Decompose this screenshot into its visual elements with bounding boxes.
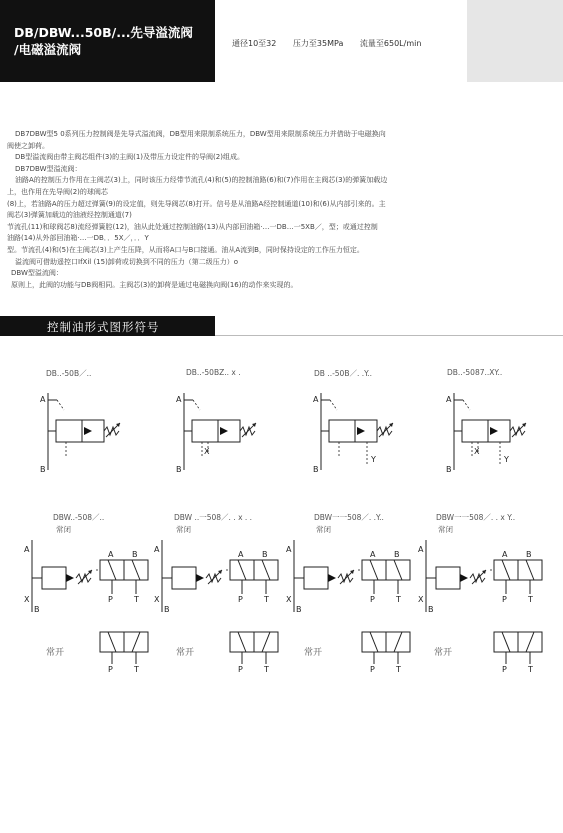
paragraph: 型。节流孔(4)和(5)在主阀芯(3)上产生压降，从而将A口与B口接通。油从A流到B，同时保持设定的工作压力恒定。 [7, 245, 364, 254]
flow-path-line [370, 560, 378, 580]
mode-label-closed: 常闭 [176, 525, 191, 534]
pilot-line [193, 400, 200, 410]
port-a-label: A [176, 395, 182, 404]
paragraph: 油路A的控制压力作用在主阀芯(3)上，同时该压力经带节流孔(4)和(5)的控制油路(6)和(7)作用在主阀芯(3)的弹簧加载边 [15, 176, 388, 185]
symbol-caption-db: DB..-50B／.. [46, 369, 92, 378]
port-x-label: X [154, 595, 160, 604]
flow-path-line [526, 632, 534, 652]
spec-pressure: 压力至35MPa [292, 39, 344, 48]
pilot-line [57, 400, 64, 410]
port-a-label: A [502, 550, 508, 559]
port-t-label: T [134, 595, 139, 604]
paragraph: (8)上，若油路A的压力超过弹簧(9)的设定值，则先导阀芯(8)打开。信号是从油路A经控制通道(10)和(6)从内部引来的。主 [7, 199, 386, 208]
flow-path-line [502, 560, 510, 580]
paragraph: 阀使之卸荷。 [7, 141, 49, 150]
flow-path-line [108, 632, 116, 652]
flow-path-line [394, 560, 402, 580]
port-b-label: B [394, 550, 400, 559]
port-a-label: A [370, 550, 376, 559]
port-a-label: A [108, 550, 114, 559]
pilot-line [463, 400, 470, 410]
port-a-label: A [418, 545, 424, 554]
port-y-label: Y [504, 455, 509, 464]
symbol-caption-dbx: DB..-50BZ.. x . [186, 368, 241, 377]
paragraph: 阀芯(3)弹簧加载边的油液经控制通道(7) [7, 211, 132, 220]
port-p-label: P [370, 595, 375, 604]
flow-arrow-icon [84, 427, 92, 435]
flow-arrow-icon [328, 574, 336, 582]
port-b-label: B [526, 550, 532, 559]
port-a-label: A [154, 545, 160, 554]
port-p-label: P [502, 665, 507, 674]
port-p-label: P [108, 665, 113, 674]
flow-arrow-icon [490, 427, 498, 435]
port-p-label: P [502, 595, 507, 604]
port-p-label: P [108, 595, 113, 604]
port-a-label: A [40, 395, 46, 404]
port-t-label: T [134, 665, 139, 674]
symbol-caption-dbwxy: DBW一一508／. . x Y.. [436, 513, 516, 522]
flow-path-line [394, 632, 402, 652]
port-x-label: X [418, 595, 424, 604]
port-p-label: P [238, 665, 243, 674]
paragraph: DB型溢流阀由带主阀芯组件(3)的主阀(1)及带压力设定件的导阀(2)组成。 [15, 153, 244, 162]
port-t-label: T [528, 595, 533, 604]
flow-path-line [262, 632, 270, 652]
port-t-label: T [528, 665, 533, 674]
mode-label-open: 常开 [304, 648, 323, 658]
port-t-label: T [396, 665, 401, 674]
flow-arrow-icon [196, 574, 204, 582]
port-p-label: P [238, 595, 243, 604]
port-a-label: A [24, 545, 30, 554]
port-x-label: X [204, 447, 210, 456]
port-b-label: B [313, 465, 319, 474]
pilot-line [330, 400, 337, 410]
flow-path-line [502, 632, 510, 652]
port-x-label: X [474, 447, 480, 456]
symbol-caption-dbw: DBW..-508／.. [53, 513, 105, 522]
mode-label-closed: 常闭 [438, 525, 453, 534]
symbol-caption-dbwx: DBW ..一508／. . x . . [174, 513, 253, 522]
flow-path-line [238, 632, 246, 652]
flow-arrow-icon [357, 427, 365, 435]
port-b-label: B [428, 605, 434, 614]
port-x-label: X [24, 595, 30, 604]
main-valve-body [56, 420, 82, 442]
port-y-label: Y [371, 455, 376, 464]
port-b-label: B [262, 550, 268, 559]
port-b-label: B [132, 550, 138, 559]
paragraph: DB7DBW型5 0系列压力控制阀是先导式溢流阀，DB型用来限制系统压力，DBW型用来限制系统压力并借助于电磁换向 [15, 130, 386, 138]
paragraph: DBW型溢流阀： [11, 269, 63, 278]
symbol-caption-dbxy: DB..-5087..XY.. [447, 368, 503, 377]
paragraph: 原则上，此阀的功能与DB阀相同。主阀芯(3)的卸荷是通过电磁换向阀(16)的动作来实现的。 [11, 280, 298, 289]
mode-label-closed: 常闭 [316, 525, 331, 534]
mode-label-open: 常开 [46, 648, 65, 658]
symbol-caption-dby: DB ..-50B／. .Y.. [314, 369, 372, 378]
port-t-label: T [396, 595, 401, 604]
mode-label-closed: 常闭 [56, 525, 71, 534]
port-b-label: B [296, 605, 302, 614]
mode-label-open: 常开 [176, 648, 195, 658]
main-valve-body [436, 567, 460, 589]
paragraph: 上，也作用在先导阀(2)的球阀芯 [7, 187, 108, 196]
spec-diameter: 通径10至32 [232, 39, 277, 48]
spec-flow: 流量至650L/min [359, 39, 422, 48]
main-valve-body [172, 567, 196, 589]
flow-path-line [108, 560, 116, 580]
flow-path-line [132, 560, 140, 580]
flow-arrow-icon [460, 574, 468, 582]
port-b-label: B [446, 465, 452, 474]
flow-path-line [262, 560, 270, 580]
page-title: DB/DBW...50B/...先导溢流阀 /电磁溢流阀 [14, 25, 193, 57]
port-a-label: A [446, 395, 452, 404]
port-b-label: B [40, 465, 46, 474]
port-a-label: A [286, 545, 292, 554]
port-t-label: T [264, 665, 269, 674]
mode-label-open: 常开 [434, 648, 453, 658]
flow-path-line [526, 560, 534, 580]
port-b-label: B [164, 605, 170, 614]
symbol-caption-dbwy: DBW一一508／. .Y.. [314, 513, 384, 522]
main-valve-body [192, 420, 218, 442]
paragraph: 溢流阀可借助遥控口IfXil (15)卸荷或切换到不同的压力（第二级压力）o [15, 257, 239, 266]
paragraph: DB7DBW型溢流阀： [15, 164, 82, 173]
flow-arrow-icon [66, 574, 74, 582]
port-a-label: A [313, 395, 319, 404]
port-b-label: B [34, 605, 40, 614]
main-valve-body [462, 420, 488, 442]
port-p-label: P [370, 665, 375, 674]
port-t-label: T [264, 595, 269, 604]
port-a-label: A [238, 550, 244, 559]
main-valve-body [304, 567, 328, 589]
flow-arrow-icon [220, 427, 228, 435]
main-valve-body [329, 420, 355, 442]
port-x-label: X [286, 595, 292, 604]
paragraph: 节流孔(11)和球阀芯8)流经弹簧腔(12)，油从此处通过控制油路(13)从内部回油箱·…一DB…一5XB／，型；或通过控制 [7, 222, 378, 231]
main-valve-body [42, 567, 66, 589]
flow-path-line [132, 632, 140, 652]
flow-path-line [370, 632, 378, 652]
paragraph: 油路(14)从外部回油箱·…一DB．．5X／，．．Y [7, 234, 149, 243]
port-b-label: B [176, 465, 182, 474]
section-title: 控制油形式图形符号 [47, 320, 160, 334]
flow-path-line [238, 560, 246, 580]
